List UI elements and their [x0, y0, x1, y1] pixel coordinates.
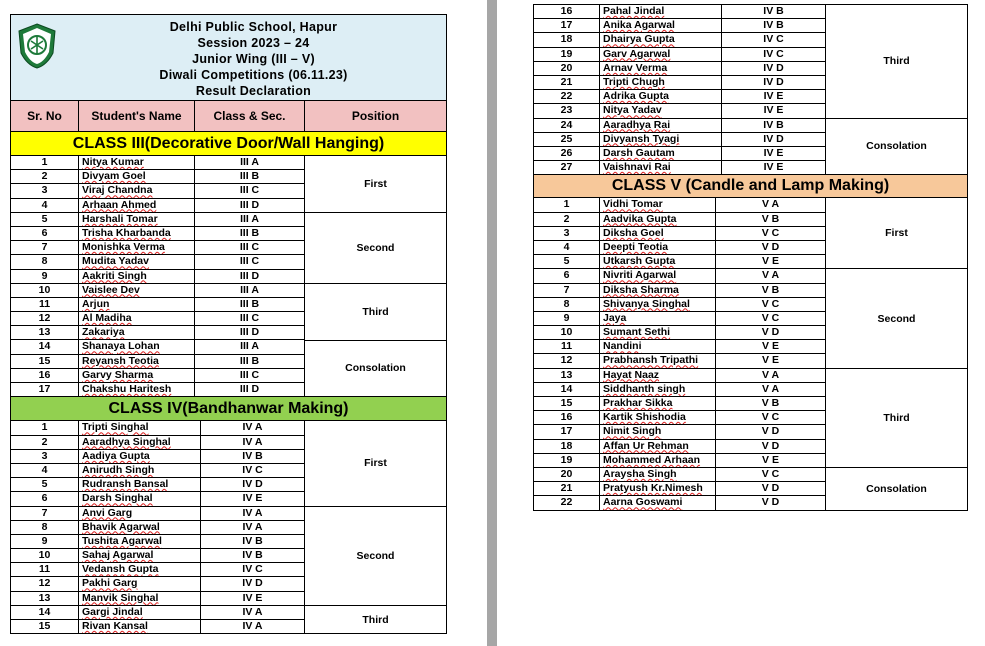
sr-cell: 26	[534, 147, 600, 161]
student-name-cell: Deepti Teotia	[600, 241, 716, 255]
class-sec-cell: V A	[716, 269, 826, 283]
student-name-cell: Prabhansh Tripathi	[600, 354, 716, 368]
class-sec-cell: IV B	[201, 549, 305, 563]
student-name-cell: Garvy Sharma	[79, 369, 195, 383]
class-sec-cell: V C	[716, 298, 826, 312]
student-name-cell: Diksha Goel	[600, 227, 716, 241]
class-sec-cell: IV D	[201, 577, 305, 591]
document-page-right	[533, 4, 968, 511]
student-name-cell: Zakariya	[79, 326, 195, 340]
sr-cell: 22	[534, 496, 600, 510]
class-sec-cell: IV E	[722, 161, 826, 175]
sr-cell: 21	[534, 482, 600, 496]
class-sec-cell: V C	[716, 411, 826, 425]
student-name-cell: Arjun	[79, 298, 195, 312]
sr-cell: 10	[11, 284, 79, 298]
class-sec-cell: III B	[195, 355, 305, 369]
sr-cell: 7	[11, 241, 79, 255]
class-sec-cell: III B	[195, 227, 305, 241]
sr-cell: 12	[11, 312, 79, 326]
student-name-cell: Divyansh Tyagi	[600, 133, 722, 147]
sr-cell: 14	[11, 606, 79, 620]
sr-cell: 12	[534, 354, 600, 368]
student-name-cell: Al Madiha	[79, 312, 195, 326]
student-name-cell: Divyam Goel	[79, 170, 195, 184]
class-sec-cell: III D	[195, 199, 305, 213]
sr-cell: 9	[534, 312, 600, 326]
sr-cell: 12	[11, 577, 79, 591]
col-position: Position	[351, 109, 400, 123]
sr-cell: 2	[11, 170, 79, 184]
class-sec-cell: IV C	[722, 48, 826, 62]
sr-cell: 15	[11, 355, 79, 369]
class-sec-cell: III A	[195, 284, 305, 298]
class-sec-cell: IV A	[201, 606, 305, 620]
student-name-cell: Manvik Singhal	[79, 592, 201, 606]
sr-cell: 1	[11, 421, 79, 435]
sr-cell: 2	[11, 436, 79, 450]
position-cell: First	[305, 421, 446, 506]
class-sec-cell: III D	[195, 326, 305, 340]
position-cell: First	[826, 198, 967, 269]
student-name-cell: Sahaj Agarwal	[79, 549, 201, 563]
class-sec-cell: V A	[716, 198, 826, 212]
class-sec-cell: V C	[716, 312, 826, 326]
sr-cell: 10	[11, 549, 79, 563]
class-sec-cell: IV B	[722, 19, 826, 33]
sr-cell: 22	[534, 90, 600, 104]
class-sec-cell: IV E	[201, 492, 305, 506]
sr-cell: 1	[534, 198, 600, 212]
sr-cell: 6	[11, 227, 79, 241]
col-student-name: Student's Name	[79, 101, 195, 131]
sr-cell: 7	[11, 507, 79, 521]
student-name-cell: Dhairya Gupta	[600, 33, 722, 47]
student-name-cell: Anirudh Singh	[79, 464, 201, 478]
class-sec-cell: IV E	[722, 147, 826, 161]
sr-cell: 11	[11, 298, 79, 312]
student-name-cell: Mudita Yadav	[79, 255, 195, 269]
class-sec-cell: V E	[716, 255, 826, 269]
student-name-cell: Vaislee Dev	[79, 284, 195, 298]
student-name-cell: Aadiya Gupta	[79, 450, 201, 464]
position-cell: Third	[826, 5, 967, 119]
class5-table	[533, 198, 968, 510]
student-name-cell: Shanaya Lohan	[79, 340, 195, 354]
position-cell: Second	[305, 213, 446, 284]
class-sec-cell: V C	[716, 468, 826, 482]
school-logo-icon	[17, 23, 57, 69]
class-sec-cell: IV B	[722, 5, 826, 19]
student-name-cell: Affan Ur Rehman	[600, 440, 716, 454]
sr-cell: 6	[11, 492, 79, 506]
student-name-cell: Hayat Naaz	[600, 369, 716, 383]
student-name-cell: Diksha Sharma	[600, 284, 716, 298]
class-sec-cell: IV B	[722, 119, 826, 133]
student-name-cell: Gargi Jindal	[79, 606, 201, 620]
class-sec-cell: IV E	[722, 90, 826, 104]
student-name-cell: Vidhi Tomar	[600, 198, 716, 212]
student-name-cell: Tushita Agarwal	[79, 535, 201, 549]
col-sr-no: Sr. No	[11, 101, 79, 131]
class5-title: CLASS V (Candle and Lamp Making)	[533, 174, 968, 198]
sr-cell: 2	[534, 213, 600, 227]
student-name-cell: Prakhar Sikka	[600, 397, 716, 411]
sr-cell: 16	[11, 369, 79, 383]
sr-cell: 9	[11, 535, 79, 549]
class-sec-cell: V B	[716, 397, 826, 411]
class-sec-cell: V D	[716, 482, 826, 496]
position-cell: Second	[305, 507, 446, 606]
sr-cell: 20	[534, 468, 600, 482]
class-sec-cell: III C	[195, 184, 305, 198]
sr-cell: 16	[534, 411, 600, 425]
sr-cell: 6	[534, 269, 600, 283]
student-name-cell: Anvi Garg	[79, 507, 201, 521]
session-line: Session 2023 – 24	[197, 36, 310, 50]
sr-cell: 13	[534, 369, 600, 383]
class-sec-cell: III A	[195, 156, 305, 170]
student-name-cell: Arhaan Ahmed	[79, 199, 195, 213]
student-name-cell: Bhavik Agarwal	[79, 521, 201, 535]
sr-cell: 16	[534, 5, 600, 19]
student-name-cell: Nitya Kumar	[79, 156, 195, 170]
column-header-row	[10, 100, 447, 132]
result-line: Result Declaration	[195, 84, 312, 98]
class-sec-cell: III D	[195, 383, 305, 397]
student-name-cell: Darsh Gautam	[600, 147, 722, 161]
sr-cell: 3	[11, 184, 79, 198]
sr-cell: 19	[534, 48, 600, 62]
sr-cell: 19	[534, 454, 600, 468]
sr-cell: 17	[534, 19, 600, 33]
class-sec-cell: III A	[195, 213, 305, 227]
class-sec-cell: IV C	[201, 563, 305, 577]
class-sec-cell: IV A	[201, 507, 305, 521]
class-sec-cell: IV A	[201, 521, 305, 535]
class3-title: CLASS III(Decorative Door/Wall Hanging)	[10, 132, 447, 156]
class-sec-cell: IV D	[201, 478, 305, 492]
class-sec-cell: V B	[716, 284, 826, 298]
school-header	[10, 14, 447, 100]
sr-cell: 9	[11, 270, 79, 284]
sr-cell: 4	[534, 241, 600, 255]
sr-cell: 15	[534, 397, 600, 411]
class-sec-cell: V D	[716, 425, 826, 439]
sr-cell: 23	[534, 104, 600, 118]
student-name-cell: Viraj Chandna	[79, 184, 195, 198]
student-name-cell: Nitya Yadav	[600, 104, 722, 118]
position-cell: Consolation	[305, 341, 446, 398]
sr-cell: 21	[534, 76, 600, 90]
student-name-cell: Siddhanth singh	[600, 383, 716, 397]
sr-cell: 13	[11, 592, 79, 606]
student-name-cell: Kartik Shishodia	[600, 411, 716, 425]
class-sec-cell: V B	[716, 213, 826, 227]
sr-cell: 11	[534, 340, 600, 354]
student-name-cell: Rudransh Bansal	[79, 478, 201, 492]
student-name-cell: Pakhi Garg	[79, 577, 201, 591]
sr-cell: 8	[11, 521, 79, 535]
sr-cell: 4	[11, 199, 79, 213]
class-sec-cell: V A	[716, 383, 826, 397]
class4-table	[10, 421, 447, 634]
class-sec-cell: III C	[195, 241, 305, 255]
class-sec-cell: III B	[195, 298, 305, 312]
class-sec-cell: V D	[716, 440, 826, 454]
student-name-cell: Rivan Kansal	[79, 620, 201, 634]
event-line: Diwali Competitions (06.11.23)	[159, 68, 348, 82]
student-name-cell: Adrika Gupta	[600, 90, 722, 104]
class-sec-cell: IV A	[201, 620, 305, 634]
student-name-cell: Harshali Tomar	[79, 213, 195, 227]
sr-cell: 25	[534, 133, 600, 147]
class-sec-cell: V E	[716, 354, 826, 368]
sr-cell: 8	[11, 255, 79, 269]
class-sec-cell: IV D	[722, 76, 826, 90]
class-sec-cell: V A	[716, 369, 826, 383]
student-name-cell: Nivriti Agarwal	[600, 269, 716, 283]
class-sec-cell: V C	[716, 227, 826, 241]
student-name-cell: Tripti Chugh	[600, 76, 722, 90]
class-sec-cell: III D	[195, 270, 305, 284]
student-name-cell: Jaya	[600, 312, 716, 326]
student-name-cell: Vaishnavi Rai	[600, 161, 722, 175]
sr-cell: 27	[534, 161, 600, 175]
document-page-left	[10, 14, 447, 634]
sr-cell: 1	[11, 156, 79, 170]
position-cell: Second	[826, 269, 967, 368]
student-name-cell: Utkarsh Gupta	[600, 255, 716, 269]
sr-cell: 18	[534, 33, 600, 47]
student-name-cell: Pratyush Kr.Nimesh	[600, 482, 716, 496]
school-name: Delhi Public School, Hapur	[169, 20, 338, 34]
class-sec-cell: III C	[195, 255, 305, 269]
class-sec-cell: IV C	[722, 33, 826, 47]
sr-cell: 3	[11, 450, 79, 464]
student-name-cell: Garv Agarwal	[600, 48, 722, 62]
position-cell: Third	[305, 284, 446, 341]
student-name-cell: Vedansh Gupta	[79, 563, 201, 577]
sr-cell: 17	[534, 425, 600, 439]
page-divider	[487, 0, 497, 646]
class-sec-cell: V D	[716, 326, 826, 340]
student-name-cell: Araysha Singh	[600, 468, 716, 482]
sr-cell: 11	[11, 563, 79, 577]
class-sec-cell: IV E	[722, 104, 826, 118]
sr-cell: 7	[534, 284, 600, 298]
student-name-cell: Nandini	[600, 340, 716, 354]
student-name-cell: Monishka Verma	[79, 241, 195, 255]
student-name-cell: Chakshu Haritesh	[79, 383, 195, 397]
class-sec-cell: III B	[195, 170, 305, 184]
class-sec-cell: IV C	[201, 464, 305, 478]
class-sec-cell: III C	[195, 369, 305, 383]
class-sec-cell: IV D	[722, 62, 826, 76]
class-sec-cell: V E	[716, 454, 826, 468]
position-cell: First	[305, 156, 446, 213]
student-name-cell: Anika Agarwal	[600, 19, 722, 33]
class4-title: CLASS IV(Bandhanwar Making)	[10, 397, 447, 421]
class4-continued-table	[533, 4, 968, 174]
col-class-sec: Class & Sec.	[195, 101, 305, 131]
sr-cell: 4	[11, 464, 79, 478]
sr-cell: 17	[11, 383, 79, 397]
sr-cell: 14	[534, 383, 600, 397]
student-name-cell: Darsh Singhal	[79, 492, 201, 506]
class-sec-cell: IV D	[722, 133, 826, 147]
student-name-cell: Shivanya Singhal	[600, 298, 716, 312]
student-name-cell: Nimit Singh	[600, 425, 716, 439]
student-name-cell: Aakriti Singh	[79, 270, 195, 284]
student-name-cell: Aaradhya Singhal	[79, 436, 201, 450]
sr-cell: 5	[11, 478, 79, 492]
student-name-cell: Tripti Singhal	[79, 421, 201, 435]
sr-cell: 8	[534, 298, 600, 312]
sr-cell: 20	[534, 62, 600, 76]
position-cell: Third	[826, 369, 967, 468]
class-sec-cell: IV A	[201, 436, 305, 450]
class-sec-cell: IV B	[201, 535, 305, 549]
class-sec-cell: V D	[716, 241, 826, 255]
student-name-cell: Mohammed Arhaan	[600, 454, 716, 468]
class-sec-cell: IV B	[201, 450, 305, 464]
class-sec-cell: V D	[716, 496, 826, 510]
student-name-cell: Aarna Goswami	[600, 496, 716, 510]
student-name-cell: Aadvika Gupta	[600, 213, 716, 227]
sr-cell: 15	[11, 620, 79, 634]
student-name-cell: Aaradhya Rai	[600, 119, 722, 133]
wing-line: Junior Wing (III – V)	[192, 52, 315, 66]
sr-cell: 5	[534, 255, 600, 269]
class3-table	[10, 156, 447, 397]
position-cell: Third	[305, 606, 446, 634]
position-cell: Consolation	[826, 119, 967, 176]
sr-cell: 5	[11, 213, 79, 227]
class-sec-cell: V E	[716, 340, 826, 354]
student-name-cell: Trisha Kharbanda	[79, 227, 195, 241]
class-sec-cell: IV E	[201, 592, 305, 606]
sr-cell: 10	[534, 326, 600, 340]
position-cell: Consolation	[826, 468, 967, 511]
class-sec-cell: III A	[195, 340, 305, 354]
student-name-cell: Reyansh Teotia	[79, 355, 195, 369]
student-name-cell: Arnav Verma	[600, 62, 722, 76]
student-name-cell: Sumant Sethi	[600, 326, 716, 340]
sr-cell: 13	[11, 326, 79, 340]
sr-cell: 14	[11, 340, 79, 354]
class-sec-cell: III C	[195, 312, 305, 326]
sr-cell: 24	[534, 119, 600, 133]
class-sec-cell: IV A	[201, 421, 305, 435]
sr-cell: 18	[534, 440, 600, 454]
student-name-cell: Pahal Jindal	[600, 5, 722, 19]
sr-cell: 3	[534, 227, 600, 241]
